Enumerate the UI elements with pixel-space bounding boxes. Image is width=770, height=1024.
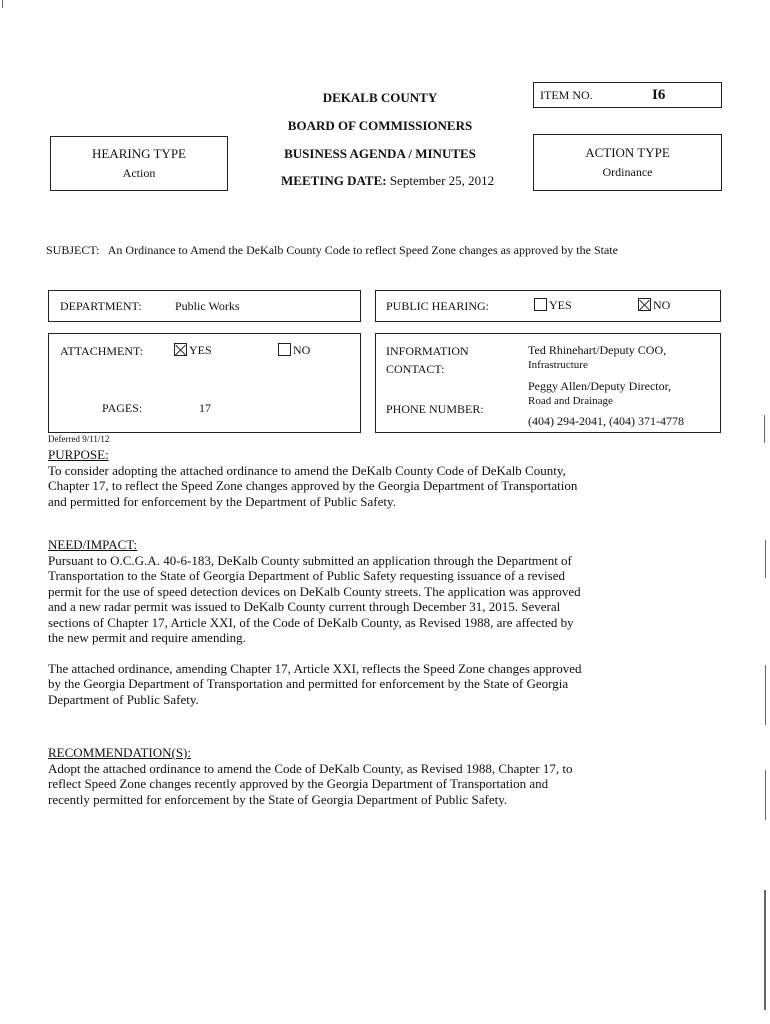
contact-1-line-1: Ted Rhinehart/Deputy COO, — [528, 343, 667, 357]
purpose-line: To consider adopting the attached ordinance to amend the DeKalb County Code of DeKalb County, — [48, 462, 566, 478]
subject-line — [46, 243, 746, 258]
hearing-type-box — [50, 136, 228, 191]
item-number-value: I6 — [652, 87, 666, 103]
attachment-yes-label: YES — [189, 343, 212, 357]
phone-label: PHONE NUMBER: — [386, 402, 484, 416]
information-contact-label-1: INFORMATION — [386, 344, 469, 358]
item-number-box — [533, 82, 722, 108]
pages-label: PAGES: — [102, 401, 143, 415]
purpose-line: Chapter 17, to reflect the Speed Zone changes approved by the Georgia Department of Transportation — [48, 478, 578, 493]
purpose-heading: PURPOSE: — [48, 447, 109, 462]
need-impact-line: The attached ordinance, amending Chapter 17, Article XXI, reflects the Speed Zone changes approved — [48, 660, 582, 676]
action-type-label: ACTION TYPE — [585, 145, 670, 160]
scan-mark — [765, 770, 766, 820]
pages-value: 17 — [199, 401, 211, 415]
agenda-title: BUSINESS AGENDA / MINUTES — [284, 146, 476, 161]
public-hearing-no-label: NO — [653, 298, 671, 312]
deferred-note: Deferred 9/11/12 — [48, 434, 110, 444]
public-hearing-yes-checkbox[interactable] — [534, 298, 547, 311]
contact-1-line-2: Infrastructure — [528, 359, 588, 371]
scan-mark — [765, 540, 766, 578]
need-impact-line: and a new radar permit was issued to DeKalb County current through December 31, 2015. Several — [48, 599, 561, 614]
action-type-value: Ordinance — [602, 165, 653, 179]
need-impact-line: Department of Public Safety. — [48, 691, 199, 707]
subject-label: SUBJECT: — [46, 243, 100, 257]
department-label: DEPARTMENT: — [60, 299, 142, 313]
information-contact-box — [375, 333, 721, 433]
purpose-section — [48, 447, 728, 509]
meeting-date-value: September 25, 2012 — [389, 173, 495, 188]
need-impact-line: sections of Chapter 17, Article XXI, of the Code of DeKalb County, as Revised 1988, are affected by — [48, 614, 574, 630]
information-contact-label-2: CONTACT: — [386, 362, 445, 376]
need-impact-line: by the Georgia Department of Transportation and permitted for enforcement by the State of Georgia — [48, 676, 569, 691]
attachment-no[interactable] — [278, 343, 310, 358]
item-number-label: ITEM NO. — [540, 88, 593, 102]
need-impact-section — [48, 537, 738, 707]
need-impact-heading: NEED/IMPACT: — [48, 537, 138, 552]
public-hearing-yes-label: YES — [549, 298, 572, 312]
scan-mark — [765, 665, 766, 725]
county-title: DEKALB COUNTY — [322, 90, 438, 105]
public-hearing-yes[interactable] — [534, 298, 572, 313]
need-impact-line: the new permit and require amending. — [48, 630, 246, 645]
meeting-date-line — [281, 173, 521, 189]
recommendation-line: reflect Speed Zone changes recently approved by the Georgia Department of Transportation and — [48, 776, 549, 791]
need-impact-line: Transportation to the State of Georgia Department of Public Safety requesting issuance of a revised — [48, 568, 565, 583]
public-hearing-label: PUBLIC HEARING: — [386, 299, 490, 313]
attachment-label: ATTACHMENT: — [60, 344, 144, 358]
public-hearing-no[interactable] — [638, 298, 670, 313]
attachment-yes[interactable] — [174, 343, 212, 358]
subject-text: An Ordinance to Amend the DeKalb County Code to reflect Speed Zone changes as approved by the State — [107, 243, 618, 257]
recommendation-section — [48, 745, 738, 807]
need-impact-line: permit for the use of speed detection devices on DeKalb County streets. The application was approved — [48, 583, 581, 599]
recommendation-line: Adopt the attached ordinance to amend the Code of DeKalb County, as Revised 1988, Chapter 17, to — [48, 760, 573, 776]
contact-2-line-2: Road and Drainage — [528, 395, 613, 407]
public-hearing-no-checkbox[interactable] — [638, 298, 651, 311]
scan-mark — [764, 415, 765, 443]
hearing-type-label: HEARING TYPE — [91, 146, 186, 161]
meeting-date-label: MEETING DATE: — [281, 173, 387, 188]
board-title: BOARD OF COMMISSIONERS — [287, 118, 473, 133]
recommendation-heading: RECOMMENDATION(S): — [48, 745, 191, 760]
attachment-box — [48, 333, 361, 433]
attachment-yes-checkbox[interactable] — [174, 343, 187, 356]
attachment-no-label: NO — [293, 343, 311, 357]
purpose-line: and permitted for enforcement by the Department of Public Safety. — [48, 493, 396, 509]
department-value: Public Works — [175, 299, 240, 313]
department-box — [48, 290, 361, 322]
contact-2-line-1: Peggy Allen/Deputy Director, — [528, 379, 672, 393]
scan-mark — [764, 890, 766, 1010]
phone-value: (404) 294-2041, (404) 371-4778 — [528, 414, 684, 428]
need-impact-line: Pursuant to O.C.G.A. 40-6-183, DeKalb County submitted an application through the Department of — [48, 552, 572, 568]
public-hearing-box — [375, 290, 721, 322]
scan-mark — [2, 0, 3, 8]
recommendation-line: recently permitted for enforcement by the State of Georgia Department of Public Safety. — [48, 791, 508, 807]
hearing-type-value: Action — [122, 166, 156, 180]
action-type-box — [533, 134, 722, 191]
attachment-no-checkbox[interactable] — [278, 343, 291, 356]
